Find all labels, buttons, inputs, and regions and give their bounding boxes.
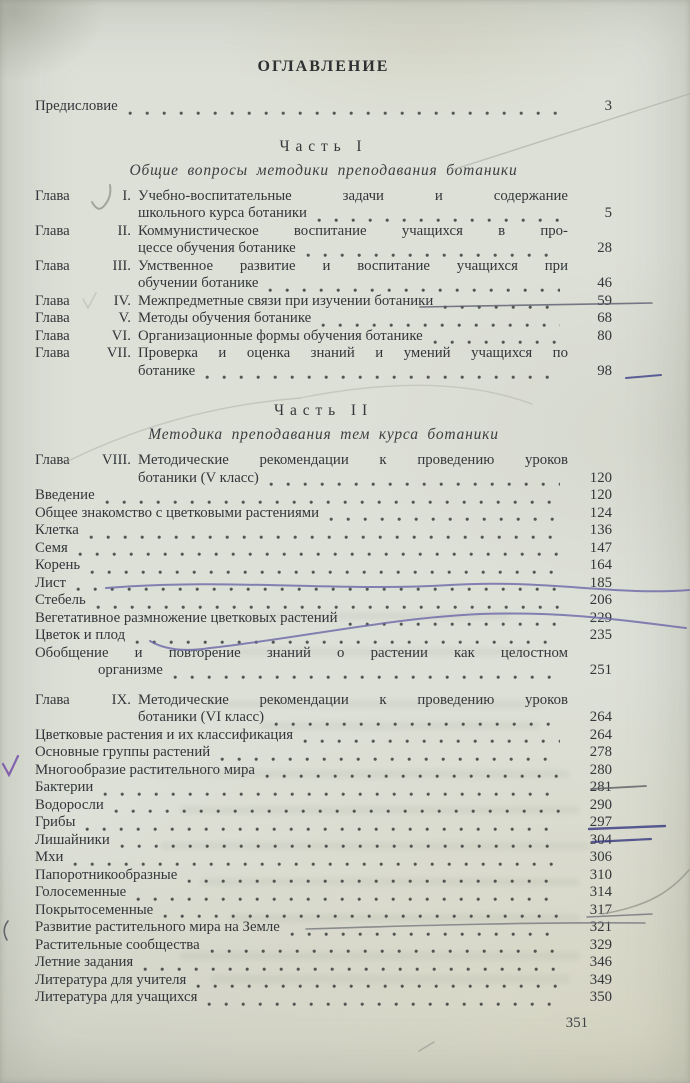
toc-entry-mkhi <box>35 849 612 867</box>
toc-chapter-6 <box>35 328 612 346</box>
toc-text: Многообразие растительного мира <box>35 761 255 778</box>
toc-text: Организационные формы обучения ботанике <box>138 327 423 344</box>
page-number: 136 <box>589 522 612 538</box>
toc-text: Голосеменные <box>35 884 127 900</box>
toc-text: Вегетативное размножение цветковых растений <box>35 609 338 626</box>
page-number: 5 <box>604 205 612 221</box>
toc-entry-list <box>35 575 612 593</box>
chapter-label: Глава <box>35 222 70 239</box>
dot-leader <box>443 297 560 310</box>
toc-text: Предисловие <box>35 98 118 114</box>
toc-chapter-9-cont <box>35 709 612 727</box>
page-number: 314 <box>589 884 612 900</box>
page-number: 98 <box>597 362 612 379</box>
dot-leader <box>143 959 560 972</box>
chapter-label: Глава <box>35 345 70 361</box>
chapter-label: Глава <box>35 187 70 204</box>
toc-entry-lishajniki <box>35 832 612 850</box>
toc-entry-obobshchenie-cont <box>35 662 612 680</box>
dot-leader <box>207 994 560 1007</box>
dot-leader <box>348 614 561 627</box>
page-number: 321 <box>589 919 612 935</box>
dot-leader <box>85 819 560 832</box>
toc-text: Корень <box>35 557 81 573</box>
toc-text: Покрытосеменные <box>35 901 154 918</box>
toc-entry-soobshchestva <box>35 937 612 955</box>
toc-entry-vegetativnoe <box>35 610 612 628</box>
toc-text: Методические рекомендации к проведению уроков <box>138 691 568 708</box>
page-number: 264 <box>589 726 612 743</box>
page-number: 28 <box>597 240 612 256</box>
toc-text: Грибы <box>35 814 76 830</box>
page-number: 124 <box>589 504 612 521</box>
toc-entry-cvetkovye <box>35 727 612 745</box>
toc-text: школьного курса ботаники <box>138 205 307 221</box>
toc-text: Обобщение и повторение знаний о растении как целостном <box>35 644 568 661</box>
toc-chapter-3 <box>35 258 612 276</box>
dot-leader <box>89 527 560 540</box>
toc-entry-cvetok <box>35 627 612 645</box>
page-number: 290 <box>589 796 612 813</box>
page-number: 206 <box>589 592 612 608</box>
page-number: 3 <box>604 98 612 114</box>
page-number: 346 <box>589 954 612 970</box>
toc-text: Основные группы растений <box>35 744 211 760</box>
toc-entry-stebel <box>35 592 612 610</box>
toc-entry-preface <box>35 98 612 116</box>
toc-text: Коммунистическое воспитание учащихся в про- <box>138 222 568 239</box>
toc-entry-letnie <box>35 954 612 972</box>
toc-text: Бактерии <box>35 779 94 795</box>
chapter-label: Глава <box>35 292 70 309</box>
dot-leader <box>265 766 560 779</box>
chapter-numeral: VI. <box>111 327 131 344</box>
toc-text: ботаники (V класс) <box>138 469 259 486</box>
chapter-numeral: IV. <box>113 292 131 309</box>
toc-text: Учебно-воспитательные задачи и содержание <box>138 187 568 204</box>
chapter-numeral: III. <box>112 257 131 274</box>
chapter-label: Глава <box>35 327 70 344</box>
part2-subtitle: Методика преподавания тем курса ботаники <box>148 426 499 443</box>
toc-text: Цветковые растения и их классификация <box>35 726 294 743</box>
toc-text: ботанике <box>138 362 196 379</box>
dot-leader <box>269 474 560 487</box>
toc-chapter-3-cont <box>35 275 612 293</box>
page-number: 317 <box>589 901 612 918</box>
toc-entry-golosemennye <box>35 884 612 902</box>
page-number: 329 <box>589 936 612 953</box>
page-number: 80 <box>597 327 612 344</box>
toc-text: Стебель <box>35 592 86 608</box>
toc-text: цессе обучения ботанике <box>138 240 296 256</box>
dot-leader <box>173 667 560 680</box>
dot-leader <box>96 597 560 610</box>
dot-leader <box>187 871 560 884</box>
toc-entry-obobshchenie <box>35 645 612 663</box>
dot-leader <box>76 579 560 592</box>
toc-text: Развитие растительного мира на Земле <box>35 919 280 935</box>
page-number: 120 <box>589 469 612 486</box>
folio-page-number: 351 <box>565 1014 588 1031</box>
toc-chapter-1 <box>35 188 612 206</box>
toc-entry-vvedenie <box>35 487 612 505</box>
page-number: 147 <box>589 539 612 556</box>
chapter-label: Глава <box>35 691 70 708</box>
toc-entry-griby <box>35 814 612 832</box>
toc-text: Методические рекомендации к проведению уроков <box>138 452 568 468</box>
chapter-numeral: VIII. <box>101 452 131 468</box>
page-number: 297 <box>589 814 612 830</box>
page-number: 349 <box>589 971 612 988</box>
page-number: 350 <box>589 989 612 1005</box>
dot-leader <box>90 562 560 575</box>
page-number: 280 <box>589 761 612 778</box>
dot-leader <box>114 801 560 814</box>
toc-entry-paporotniki <box>35 867 612 885</box>
toc-chapter-7 <box>35 345 612 363</box>
toc-text: ботаники (VI класс) <box>138 709 265 725</box>
page-number: 251 <box>589 662 612 678</box>
dot-leader <box>136 889 560 902</box>
dot-leader <box>290 924 560 937</box>
dot-leader <box>103 784 560 797</box>
chapter-label: Глава <box>35 310 70 326</box>
dot-leader <box>321 315 560 328</box>
toc-chapter-9 <box>35 692 612 710</box>
toc-entry-semya <box>35 540 612 558</box>
chapter-numeral: IX. <box>111 691 131 708</box>
toc-entry-lit-uchashchikhsya <box>35 989 612 1007</box>
chapter-numeral: I. <box>122 187 131 204</box>
toc-entry-bakterii <box>35 779 612 797</box>
page-number: 235 <box>589 627 612 643</box>
dot-leader <box>268 280 560 293</box>
part1-subtitle: Общие вопросы методики преподавания ботаники <box>129 161 518 179</box>
toc-text: Проверка и оценка знаний и умений учащихся по <box>138 345 568 361</box>
page-number: 164 <box>589 557 612 573</box>
toc-text: обучении ботанике <box>138 275 259 291</box>
page-number: 306 <box>589 849 612 865</box>
toc-entry-pokrytosemennye <box>35 902 612 920</box>
page-number: 59 <box>597 292 612 309</box>
dot-leader <box>210 941 560 954</box>
part1-heading: Часть I <box>279 137 368 155</box>
chapter-numeral: V. <box>118 310 131 326</box>
dot-leader <box>163 906 560 919</box>
dot-leader <box>73 854 560 867</box>
page-number: 304 <box>589 831 612 848</box>
page-number: 310 <box>589 866 612 883</box>
toc-text: Литература для учащихся <box>35 989 198 1005</box>
toc-text: Лист <box>35 574 66 591</box>
toc-chapter-8-cont <box>35 470 612 488</box>
chapter-numeral: VII. <box>106 345 131 361</box>
dot-leader <box>433 332 560 345</box>
chapter-label: Глава <box>35 452 70 468</box>
toc-lines <box>35 98 612 1007</box>
toc-text: Мхи <box>35 849 64 865</box>
toc-chapter-2-cont <box>35 240 612 258</box>
dot-leader <box>135 632 560 645</box>
dot-leader <box>329 509 560 522</box>
toc-entry-koren <box>35 557 612 575</box>
dot-leader <box>78 544 560 557</box>
page-number: 278 <box>589 744 612 760</box>
toc-text: Растительные сообщества <box>35 936 200 953</box>
pencil-tick-bottom <box>419 1042 434 1051</box>
page-number: 46 <box>597 275 612 291</box>
toc-chapter-1-cont <box>35 205 612 223</box>
toc-entry-lit-uchitelya <box>35 972 612 990</box>
toc-text: Введение <box>35 487 95 503</box>
page-number: 229 <box>589 609 612 626</box>
toc-entry-razvitie <box>35 919 612 937</box>
toc-chapter-7-cont <box>35 363 612 381</box>
dot-leader <box>128 103 560 116</box>
page-content <box>0 58 690 1032</box>
toc-chapter-2 <box>35 223 612 241</box>
dot-leader <box>303 731 560 744</box>
toc-entry-osnovnye <box>35 744 612 762</box>
page-number: 264 <box>589 709 612 725</box>
dot-leader <box>306 245 560 258</box>
toc-entry-vodorosli <box>35 797 612 815</box>
chapter-numeral: II. <box>117 222 131 239</box>
toc-text: Цветок и плод <box>35 627 126 643</box>
chapter-label: Глава <box>35 257 70 274</box>
toc-entry-mnogoobrazie <box>35 762 612 780</box>
page-number: 185 <box>589 574 612 591</box>
toc-text: Клетка <box>35 522 79 538</box>
toc-text: Общее знакомство с цветковыми растениями <box>35 504 320 521</box>
toc-entry-znakomstvo <box>35 505 612 523</box>
toc-text: Водоросли <box>35 796 104 813</box>
dot-leader <box>196 976 560 989</box>
dot-leader <box>105 492 560 505</box>
toc-text: Семя <box>35 539 68 556</box>
page-number: 68 <box>597 310 612 326</box>
toc-chapter-4 <box>35 293 612 311</box>
toc-entry-kletka <box>35 522 612 540</box>
page-number: 120 <box>589 487 612 503</box>
toc-chapter-8 <box>35 452 612 470</box>
toc-text: Литература для учителя <box>35 971 187 988</box>
toc-text: Методы обучения ботанике <box>138 310 312 326</box>
dot-leader <box>205 367 560 380</box>
part2-heading: Часть II <box>274 402 373 419</box>
toc-text: Межпредметные связи при изучении ботаники <box>138 292 434 309</box>
toc-text: организме <box>98 662 163 678</box>
dot-leader <box>120 836 560 849</box>
dot-leader <box>274 714 560 727</box>
page-number: 281 <box>589 779 612 795</box>
toc-text: Умственное развитие и воспитание учащихся при <box>138 257 568 274</box>
dot-leader <box>220 749 560 762</box>
toc-text: Папоротникообразные <box>35 866 178 883</box>
toc-chapter-5 <box>35 310 612 328</box>
dot-leader <box>317 210 560 223</box>
toc-title: ОГЛАВЛЕНИЕ <box>257 58 390 75</box>
toc-text: Летние задания <box>35 954 134 970</box>
toc-text: Лишайники <box>35 831 110 848</box>
